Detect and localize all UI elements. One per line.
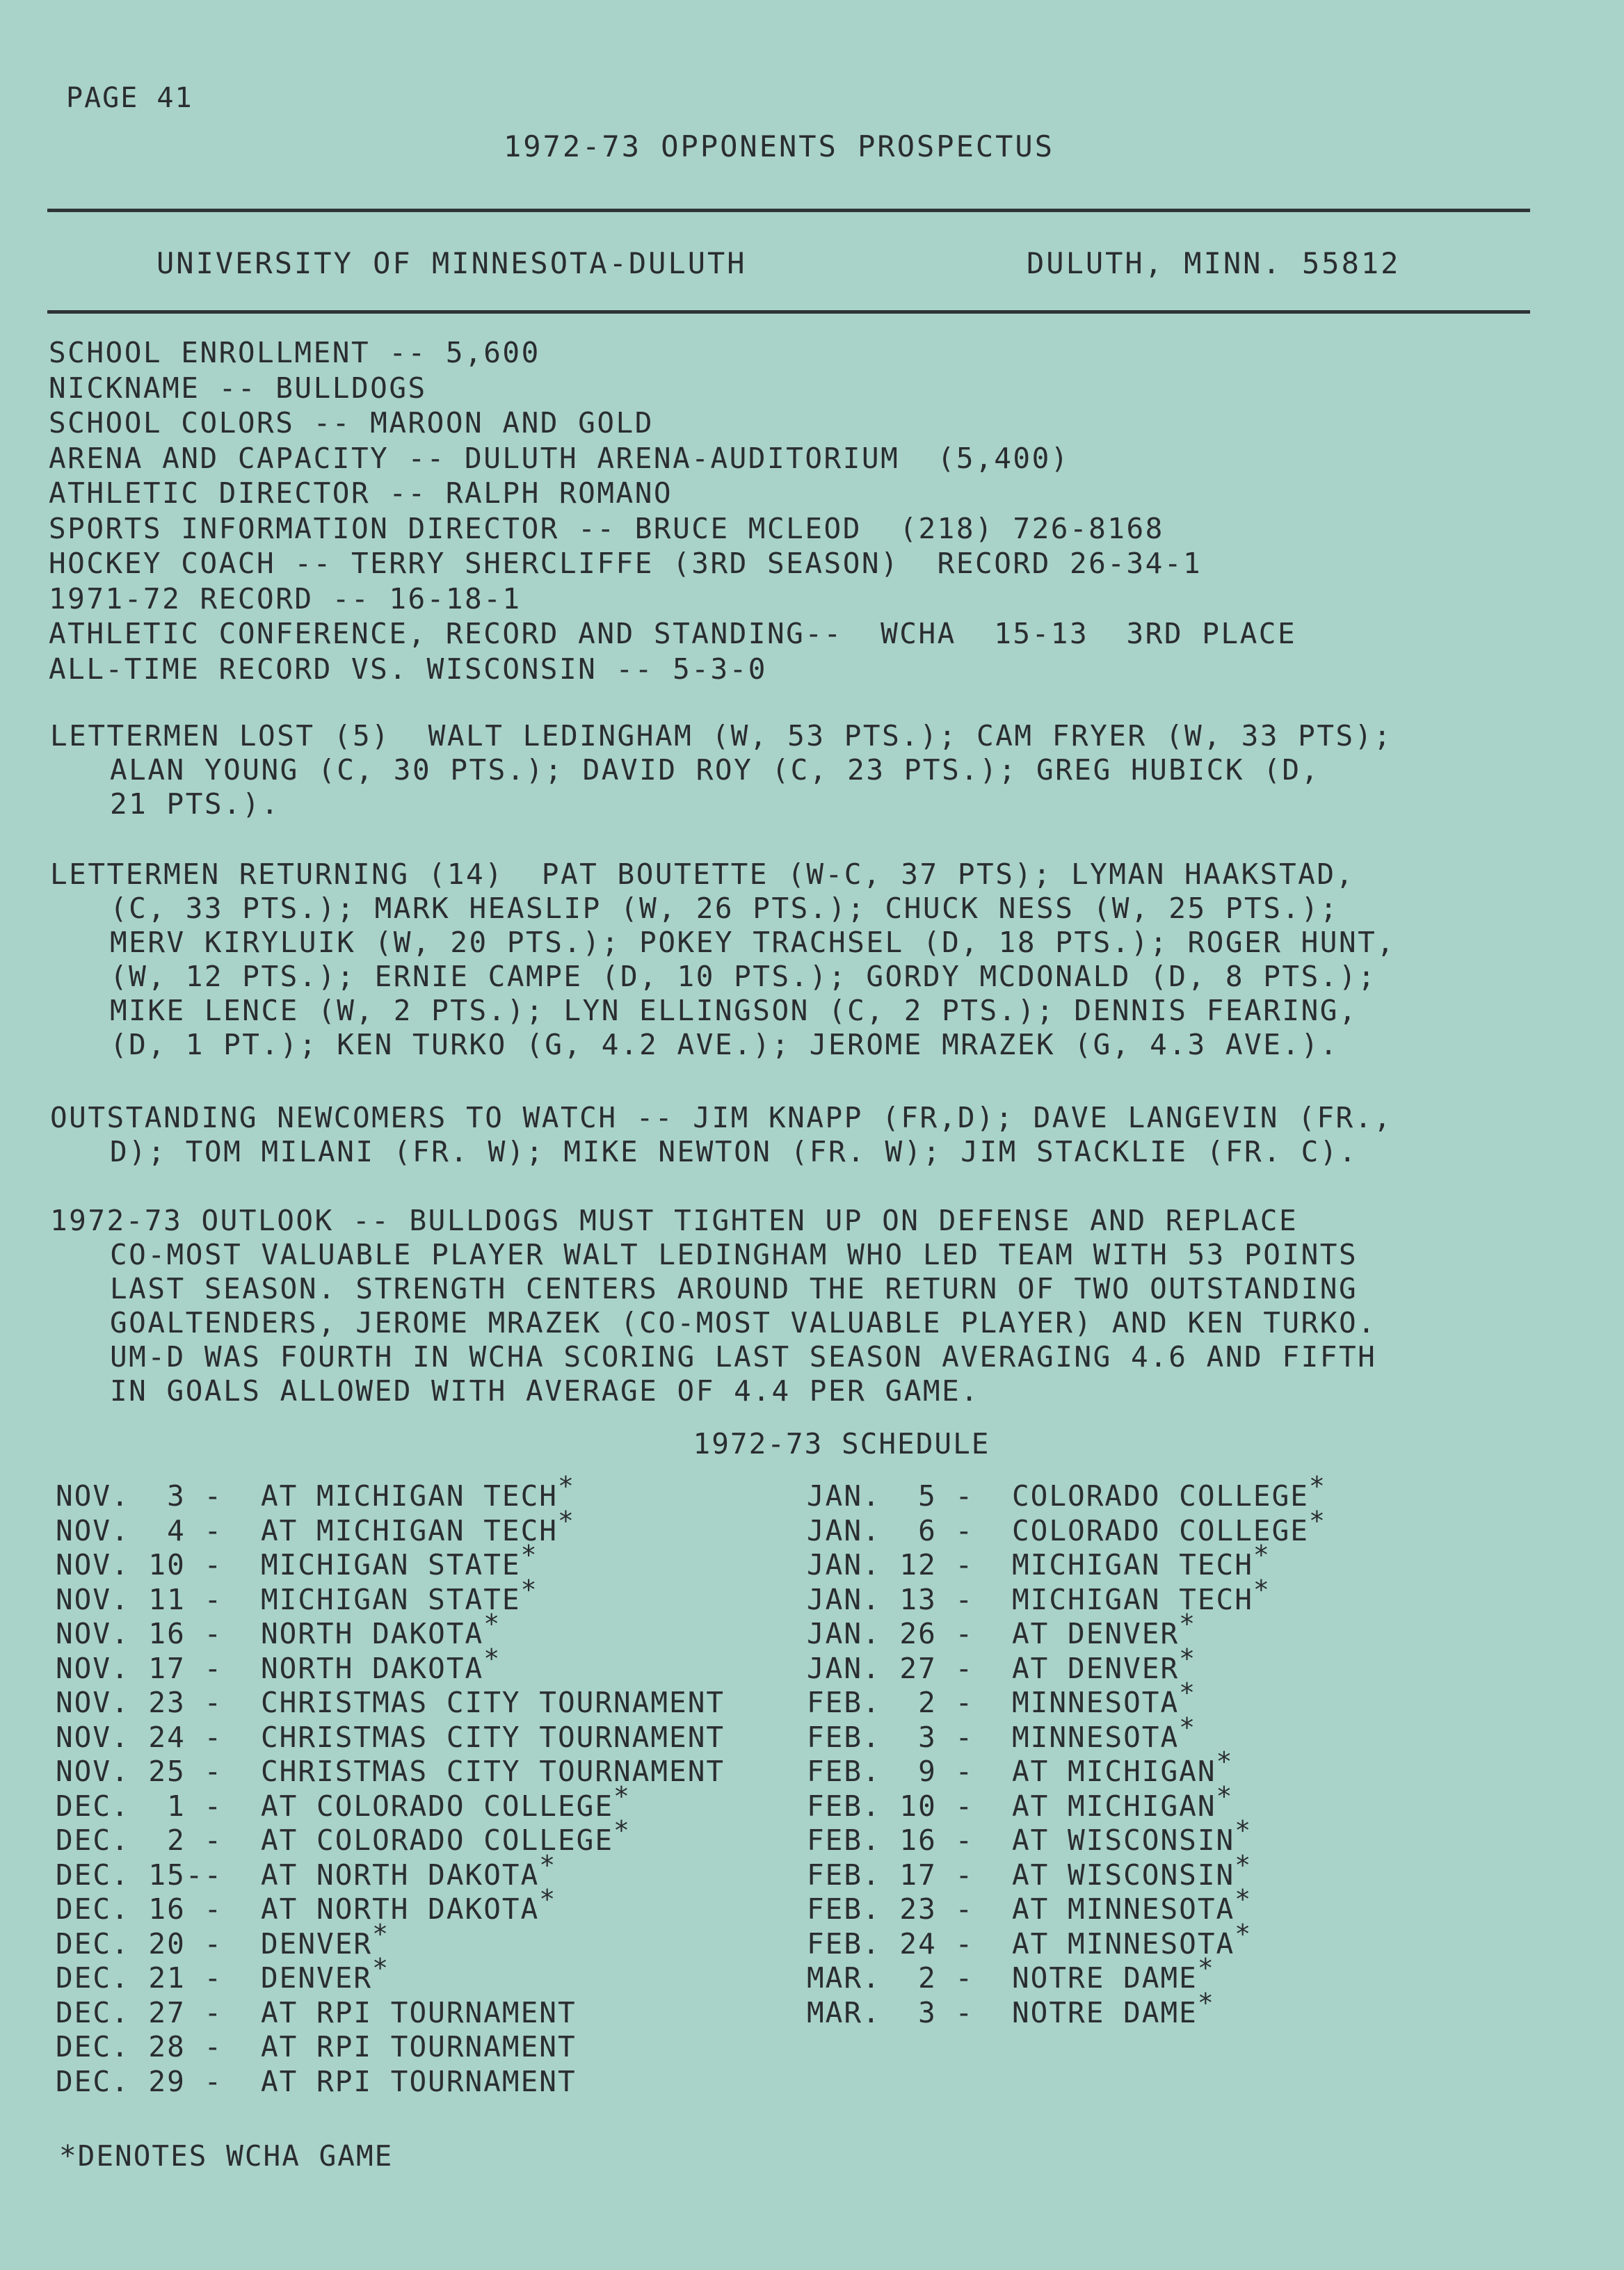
game-date: NOV. 16 -: [56, 1617, 223, 1650]
game-opponent: AT RPI TOURNAMENT: [261, 1995, 577, 2029]
wcha-game-mark: *: [613, 1780, 631, 1812]
wcha-game-mark: *: [1197, 1987, 1215, 2018]
game-date: MAR. 2 -: [807, 1961, 974, 1995]
game-date: FEB. 23 -: [807, 1892, 974, 1926]
fact-line: NICKNAME -- BULLDOGS: [49, 371, 427, 405]
game-opponent: MICHIGAN TECH: [1012, 1548, 1253, 1581]
schedule-row: [807, 1746, 1326, 1789]
game-opponent: DENVER: [261, 1926, 373, 1961]
schedule-row: [807, 1574, 1326, 1618]
game-opponent: CHRISTMAS CITY TOURNAMENT: [261, 1755, 725, 1788]
game-opponent: AT MICHIGAN TECH: [261, 1479, 558, 1513]
game-date: FEB. 24 -: [807, 1926, 974, 1961]
game-opponent: MICHIGAN STATE: [261, 1548, 521, 1581]
game-opponent: AT DENVER: [1012, 1651, 1180, 1685]
game-opponent: AT DENVER: [1012, 1617, 1180, 1650]
para-line: LETTERMEN LOST (5) WALT LEDINGHAM (W, 53 PTS.); CAM FRYER (W, 33 PTS);: [50, 719, 1393, 752]
wcha-footnote: *DENOTES WCHA GAME: [59, 2139, 394, 2173]
para-line: MIKE LENCE (W, 2 PTS.); LYN ELLINGSON (C, 2 PTS.); DENNIS FEARING,: [110, 994, 1358, 1027]
season-outlook: [50, 1204, 1552, 1408]
schedule-row: [807, 1712, 1326, 1755]
wcha-game-mark: *: [539, 1849, 557, 1881]
game-opponent: CHRISTMAS CITY TOURNAMENT: [261, 1720, 725, 1754]
game-date: FEB. 2 -: [807, 1686, 974, 1719]
game-date: MAR. 3 -: [807, 1995, 974, 2029]
schedule-title: 1972-73 SCHEDULE: [693, 1427, 990, 1460]
game-date: JAN. 13 -: [807, 1582, 974, 1616]
lettermen-lost: [50, 719, 1552, 821]
schedule-left-column: [56, 1471, 725, 2099]
schedule-row: [807, 1505, 1326, 1549]
schedule-row: [807, 1643, 1326, 1687]
game-date: NOV. 24 -: [56, 1720, 223, 1754]
para-line: (C, 33 PTS.); MARK HEASLIP (W, 26 PTS.); CHUCK NESS (W, 25 PTS.);: [110, 892, 1339, 925]
game-date: JAN. 26 -: [807, 1617, 974, 1650]
wcha-game-mark: *: [372, 1918, 389, 1949]
game-opponent: AT RPI TOURNAMENT: [261, 2030, 577, 2063]
game-opponent: COLORADO COLLEGE: [1012, 1513, 1309, 1547]
wcha-game-mark: *: [1308, 1471, 1326, 1502]
game-opponent: COLORADO COLLEGE: [1012, 1479, 1309, 1513]
wcha-game-mark: *: [539, 1884, 557, 1915]
game-opponent: AT NORTH DAKOTA: [261, 1858, 540, 1892]
para-line: (W, 12 PTS.); ERNIE CAMPE (D, 10 PTS.); GORDY MCDONALD (D, 8 PTS.);: [110, 960, 1377, 993]
wcha-game-mark: *: [1253, 1540, 1271, 1570]
schedule-row: [56, 1884, 725, 1927]
game-date: DEC. 28 -: [56, 2030, 223, 2063]
game-date: JAN. 5 -: [807, 1479, 974, 1513]
para-line: 21 PTS.).: [110, 787, 280, 821]
para-line: (D, 1 PT.); KEN TURKO (G, 4.2 AVE.); JEROME MRAZEK (G, 4.3 AVE.).: [110, 1028, 1339, 1061]
schedule-row: [807, 1918, 1326, 1962]
game-date: DEC. 15--: [56, 1858, 223, 1892]
para-line: MERV KIRYLUIK (W, 20 PTS.); POKEY TRACHSEL (D, 18 PTS.); ROGER HUNT,: [110, 926, 1396, 959]
game-date: JAN. 12 -: [807, 1548, 974, 1581]
game-opponent: AT NORTH DAKOTA: [261, 1892, 540, 1926]
wcha-game-mark: *: [1197, 1953, 1215, 1983]
game-date: NOV. 3 -: [56, 1479, 223, 1513]
game-opponent: NOTRE DAME: [1012, 1961, 1198, 1995]
page-number: PAGE 41: [66, 82, 193, 114]
game-date: FEB. 3 -: [807, 1720, 974, 1754]
page-title: 1972-73 OPPONENTS PROSPECTUS: [503, 129, 1054, 163]
wcha-game-mark: *: [1253, 1574, 1271, 1605]
wcha-game-mark: *: [1235, 1815, 1253, 1846]
wcha-game-mark: *: [557, 1471, 575, 1502]
para-line: LETTERMEN RETURNING (14) PAT BOUTETTE (W-C, 37 PTS); LYMAN HAAKSTAD,: [50, 858, 1355, 891]
school-location: DULUTH, MINN. 55812: [1027, 246, 1401, 280]
game-opponent: AT COLORADO COLLEGE: [261, 1824, 613, 1857]
schedule-row: [56, 1505, 725, 1549]
game-opponent: AT WISCONSIN: [1012, 1858, 1235, 1892]
schedule-row: [56, 1721, 725, 1755]
schedule-row: [807, 1471, 1326, 1514]
wcha-game-mark: *: [557, 1505, 575, 1536]
header-rule: [47, 310, 1530, 314]
wcha-game-mark: *: [483, 1609, 501, 1639]
game-date: NOV. 23 -: [56, 1686, 223, 1719]
schedule-row: [807, 1677, 1326, 1721]
game-opponent: NORTH DAKOTA: [261, 1617, 484, 1650]
schedule-row: [56, 2030, 725, 2065]
game-date: FEB. 16 -: [807, 1824, 974, 1857]
schedule-row: [807, 1987, 1326, 2031]
game-opponent: MICHIGAN STATE: [261, 1582, 521, 1616]
game-date: DEC. 20 -: [56, 1926, 223, 1961]
schedule-row: [56, 1953, 725, 1996]
para-line: ALAN YOUNG (C, 30 PTS.); DAVID ROY (C, 23 PTS.); GREG HUBICK (D,: [110, 753, 1320, 787]
game-date: JAN. 27 -: [807, 1651, 974, 1685]
school-facts: [49, 335, 1296, 686]
fact-line: ATHLETIC CONFERENCE, RECORD AND STANDING-- WCHA 15-13 3RD PLACE: [49, 617, 1297, 650]
schedule-row: [807, 1609, 1326, 1652]
game-date: DEC. 21 -: [56, 1961, 223, 1995]
schedule-row: [56, 1643, 725, 1687]
game-opponent: MICHIGAN TECH: [1012, 1582, 1253, 1616]
fact-line: ALL-TIME RECORD VS. WISCONSIN -- 5-3-0: [49, 652, 767, 686]
game-date: NOV. 17 -: [56, 1651, 223, 1685]
schedule-row: [56, 1996, 725, 2031]
wcha-game-mark: *: [372, 1953, 389, 1983]
game-opponent: MINNESOTA: [1012, 1720, 1180, 1754]
wcha-game-mark: *: [520, 1540, 538, 1570]
game-opponent: AT WISCONSIN: [1012, 1824, 1235, 1857]
wcha-game-mark: *: [1216, 1780, 1234, 1812]
fact-line: SCHOOL ENROLLMENT -- 5,600: [49, 336, 540, 369]
game-date: DEC. 2 -: [56, 1824, 223, 1857]
schedule-row: [56, 1574, 725, 1618]
schedule-row: [56, 1609, 725, 1652]
game-date: DEC. 29 -: [56, 2064, 223, 2098]
school-name: UNIVERSITY OF MINNESOTA-DULUTH: [156, 246, 747, 280]
game-opponent: AT MICHIGAN TECH: [261, 1513, 558, 1547]
game-opponent: CHRISTMAS CITY TOURNAMENT: [261, 1686, 725, 1719]
game-date: NOV. 11 -: [56, 1582, 223, 1616]
para-line: OUTSTANDING NEWCOMERS TO WATCH -- JIM KNAPP (FR,D); DAVE LANGEVIN (FR.,: [50, 1101, 1393, 1134]
para-line: GOALTENDERS, JEROME MRAZEK (CO-MOST VALUABLE PLAYER) AND KEN TURKO.: [110, 1306, 1377, 1339]
fact-line: ARENA AND CAPACITY -- DULUTH ARENA-AUDITORIUM (5,400): [49, 441, 1070, 475]
fact-line: ATHLETIC DIRECTOR -- RALPH ROMANO: [49, 476, 673, 510]
game-opponent: DENVER: [261, 1961, 373, 1995]
game-date: DEC. 16 -: [56, 1892, 223, 1926]
game-date: NOV. 4 -: [56, 1513, 223, 1547]
wcha-game-mark: *: [1216, 1746, 1234, 1777]
schedule-row: [56, 1815, 725, 1858]
game-date: FEB. 10 -: [807, 1789, 974, 1823]
para-line: UM-D WAS FOURTH IN WCHA SCORING LAST SEASON AVERAGING 4.6 AND FIFTH: [110, 1340, 1377, 1374]
game-date: FEB. 9 -: [807, 1755, 974, 1788]
wcha-game-mark: *: [483, 1643, 501, 1674]
schedule-row: [807, 1953, 1326, 1996]
game-date: DEC. 1 -: [56, 1789, 223, 1823]
wcha-game-mark: *: [1235, 1884, 1253, 1915]
game-opponent: AT MINNESOTA: [1012, 1926, 1235, 1961]
wcha-game-mark: *: [1235, 1849, 1253, 1881]
schedule-row: [56, 1686, 725, 1721]
game-opponent: AT MINNESOTA: [1012, 1892, 1235, 1926]
lettermen-returning: [50, 858, 1552, 1062]
schedule-row: [56, 1918, 725, 1962]
game-date: DEC. 27 -: [56, 1995, 223, 2029]
game-date: NOV. 10 -: [56, 1548, 223, 1581]
wcha-game-mark: *: [613, 1815, 631, 1846]
wcha-game-mark: *: [1308, 1505, 1326, 1536]
fact-line: 1971-72 RECORD -- 16-18-1: [49, 581, 522, 615]
game-date: JAN. 6 -: [807, 1513, 974, 1547]
game-opponent: NOTRE DAME: [1012, 1995, 1198, 2029]
schedule-row: [56, 1471, 725, 1514]
wcha-game-mark: *: [520, 1574, 538, 1605]
para-line: IN GOALS ALLOWED WITH AVERAGE OF 4.4 PER GAME.: [110, 1374, 980, 1408]
fact-line: SCHOOL COLORS -- MAROON AND GOLD: [49, 406, 654, 440]
game-opponent: MINNESOTA: [1012, 1686, 1180, 1719]
game-date: NOV. 25 -: [56, 1755, 223, 1788]
para-line: 1972-73 OUTLOOK -- BULLDOGS MUST TIGHTEN UP ON DEFENSE AND REPLACE: [50, 1204, 1299, 1237]
wcha-game-mark: *: [1179, 1677, 1197, 1708]
para-line: D); TOM MILANI (FR. W); MIKE NEWTON (FR. W); JIM STACKLIE (FR. C).: [110, 1135, 1358, 1168]
wcha-game-mark: *: [1179, 1643, 1197, 1674]
schedule-row: [807, 1540, 1326, 1583]
wcha-game-mark: *: [1235, 1918, 1253, 1949]
wcha-game-mark: *: [1179, 1712, 1197, 1743]
game-opponent: AT MICHIGAN: [1012, 1755, 1216, 1788]
game-opponent: AT COLORADO COLLEGE: [261, 1789, 613, 1823]
game-opponent: NORTH DAKOTA: [261, 1651, 484, 1685]
top-rule: [47, 209, 1530, 212]
fact-line: HOCKEY COACH -- TERRY SHERCLIFFE (3RD SEASON) RECORD 26-34-1: [49, 547, 1203, 580]
game-opponent: AT MICHIGAN: [1012, 1789, 1216, 1823]
schedule-right-column: [807, 1471, 1326, 2030]
wcha-game-mark: *: [1179, 1609, 1197, 1639]
schedule-row: [56, 2065, 725, 2100]
para-line: CO-MOST VALUABLE PLAYER WALT LEDINGHAM WHO LED TEAM WITH 53 POINTS: [110, 1238, 1358, 1271]
game-date: FEB. 17 -: [807, 1858, 974, 1892]
outstanding-newcomers: [50, 1101, 1552, 1169]
schedule-row: [56, 1540, 725, 1583]
schedule-row: [56, 1849, 725, 1893]
fact-line: SPORTS INFORMATION DIRECTOR -- BRUCE MCLEOD (218) 726-8168: [49, 511, 1164, 545]
game-opponent: AT RPI TOURNAMENT: [261, 2064, 577, 2098]
para-line: LAST SEASON. STRENGTH CENTERS AROUND THE RETURN OF TWO OUTSTANDING: [110, 1272, 1358, 1305]
